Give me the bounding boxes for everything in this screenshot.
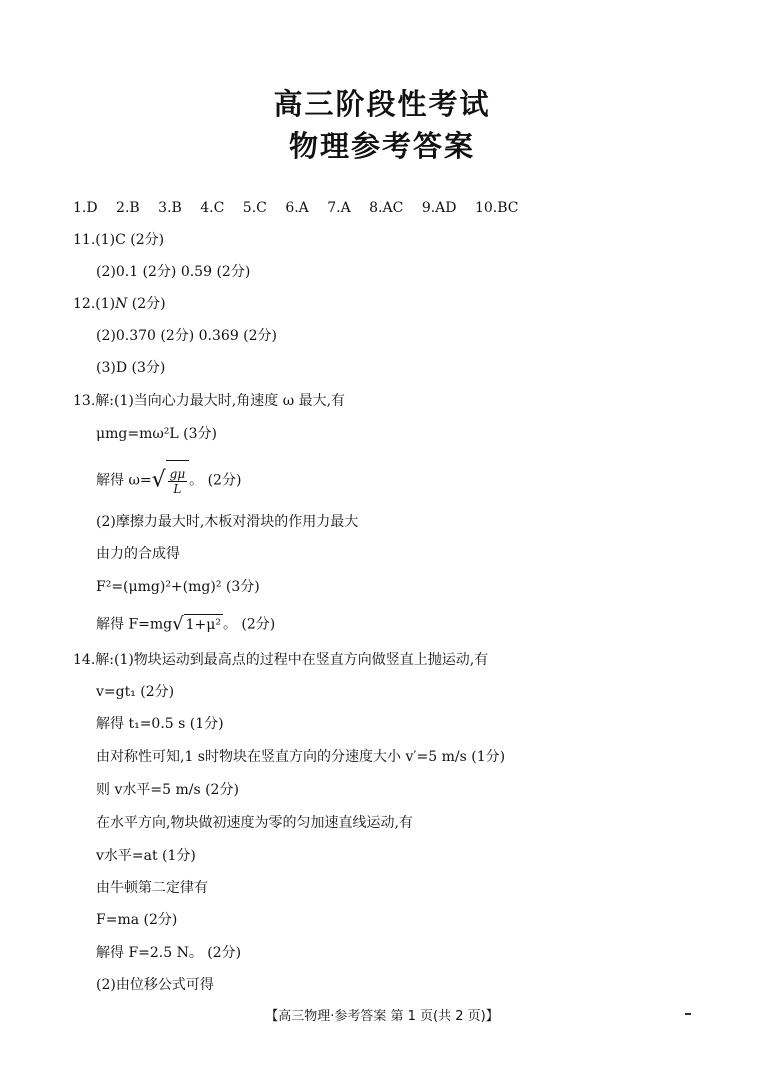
q14-line-10: 解得 F=2.5 N。 (2分)	[96, 945, 242, 961]
answer-4: 4.C	[200, 200, 225, 216]
radical-sign-2: √	[172, 613, 184, 635]
q13-result-prefix: 解得 F=mg	[96, 616, 173, 633]
q13-solve-suffix: 。 (2分)	[189, 472, 242, 489]
q13-solve-prefix: 解得 ω=	[96, 472, 152, 489]
radicand	[166, 460, 189, 501]
answer-7: 7.A	[327, 200, 351, 216]
q13-line-1: 13.解:(1)当向心力最大时,角速度 ω 最大,有	[73, 393, 346, 409]
fraction-denominator: L	[173, 481, 182, 496]
answer-9: 9.AD	[421, 200, 457, 216]
fraction-numerator: gμ	[169, 466, 186, 481]
page-footer: 【高三物理·参考答案 第 1 页(共 2 页)】	[265, 1009, 499, 1024]
q12-symbol: N	[115, 296, 128, 312]
page-title: 高三阶段性考试	[273, 87, 491, 121]
q13-line-5: 由力的合成得	[96, 546, 180, 562]
q14-line-3: 解得 t₁=0.5 s (1分)	[96, 716, 224, 732]
q11-line-1: 11.(1)C (2分)	[73, 232, 165, 248]
fraction	[168, 467, 187, 496]
q14-line-6: 在水平方向,物块做初速度为零的匀加速直线运动,有	[96, 815, 413, 831]
sqrt-expression	[152, 460, 190, 501]
answer-10: 10.BC	[474, 200, 519, 216]
q13-line-6: F²=(μmg)²+(mg)² (3分)	[96, 579, 260, 595]
q13-line-2: μmg=mω²L (3分)	[96, 426, 217, 442]
q13-line-4: (2)摩擦力最大时,木板对滑块的作用力最大	[96, 514, 359, 530]
answer-2: 2.B	[116, 200, 140, 216]
answer-6: 6.A	[285, 200, 309, 216]
answer-3: 3.B	[158, 200, 182, 216]
q13-line-7	[96, 614, 275, 635]
q14-line-2: v=gt₁ (2分)	[96, 684, 175, 700]
scan-mark	[685, 1013, 691, 1015]
radical-sign: √	[151, 467, 166, 493]
q12-score: (2分)	[127, 296, 166, 312]
q14-line-4: 由对称性可知,1 s时物块在竖直方向的分速度大小 v′=5 m/s (1分)	[96, 749, 506, 765]
q14-line-11: (2)由位移公式可得	[96, 977, 214, 993]
answer-5: 5.C	[242, 200, 267, 216]
q14-line-8: 由牛顿第二定律有	[96, 880, 208, 896]
q12-line-3: (3)D (3分)	[96, 360, 166, 376]
q12-line-1	[73, 294, 166, 314]
q12-prefix: 12.(1)	[73, 296, 116, 312]
q14-line-7: v水平=at (1分)	[96, 848, 196, 864]
q12-line-2: (2)0.370 (2分) 0.369 (2分)	[96, 328, 278, 344]
radicand-2: 1+μ²	[184, 614, 223, 635]
answer-1: 1.D	[73, 200, 98, 216]
answer-8: 8.AC	[369, 200, 404, 216]
q14-line-9: F=ma (2分)	[96, 912, 178, 928]
q13-line-3	[96, 460, 241, 501]
q11-line-2: (2)0.1 (2分) 0.59 (2分)	[96, 264, 251, 280]
q14-line-1: 14.解:(1)物块运动到最高点的过程中在竖直方向做竖直上抛运动,有	[73, 652, 489, 668]
sqrt-expression-2	[172, 614, 223, 635]
page-subtitle: 物理参考答案	[288, 129, 475, 163]
q13-result-suffix: 。 (2分)	[222, 616, 276, 633]
q14-line-5: 则 v水平=5 m/s (2分)	[96, 782, 239, 798]
choice-answers	[73, 198, 533, 218]
